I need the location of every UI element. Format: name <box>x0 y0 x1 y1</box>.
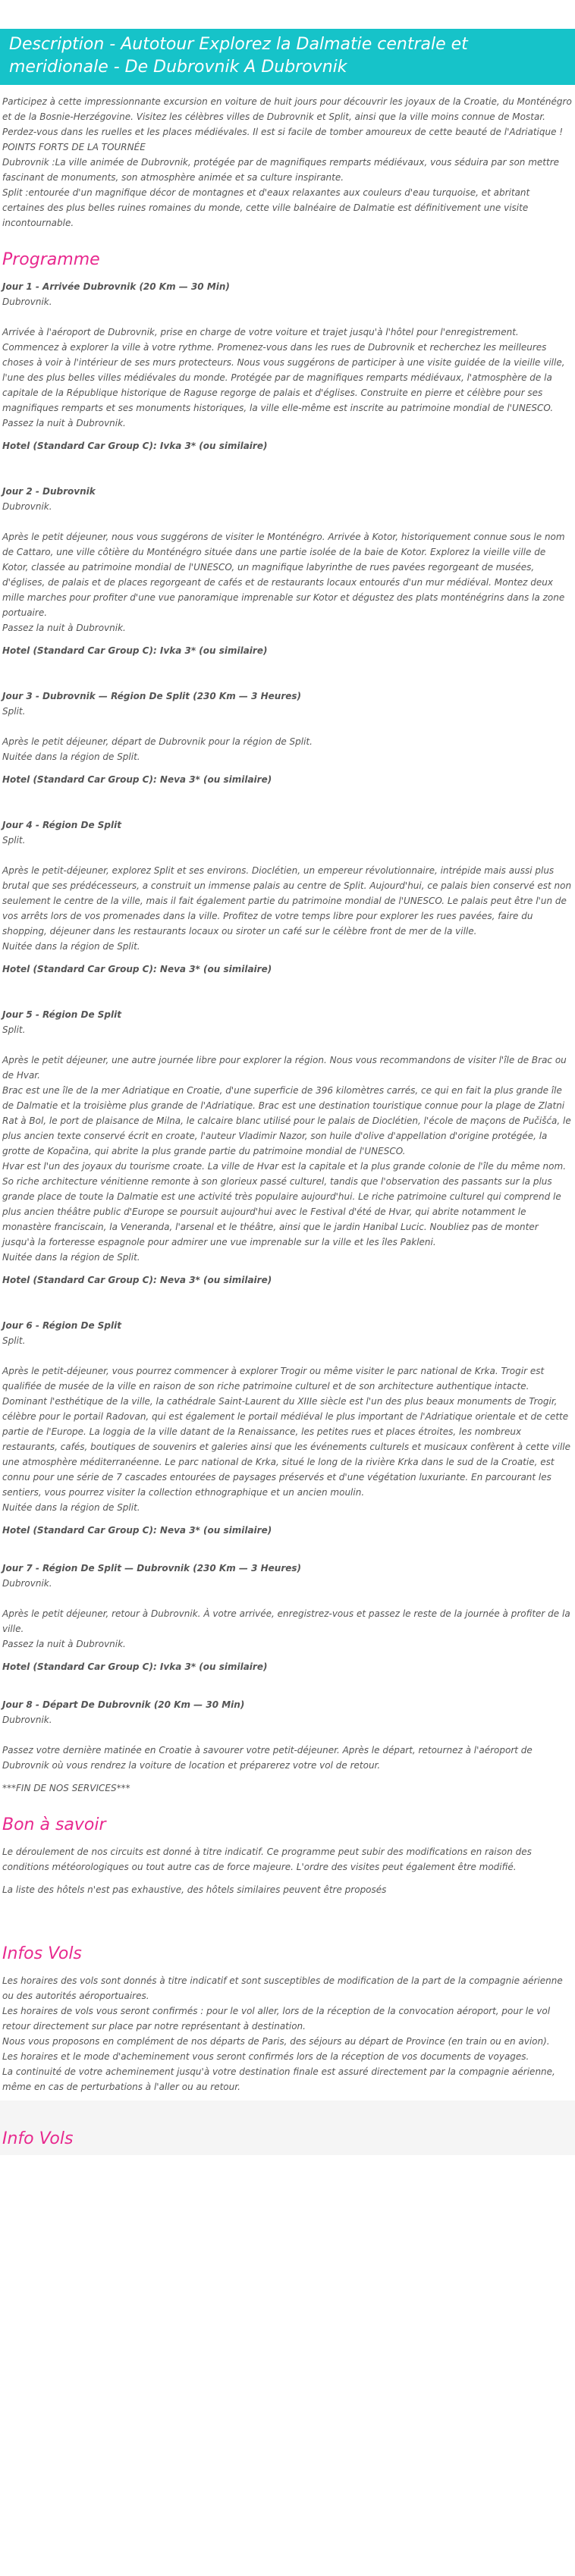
day-body: Passez votre dernière matinée en Croatie à savourer votre petit-déjeuner. Après le départ, retournez à l'aéroport de Dubrovnik où vous rendrez la voiture de location et préparerez votre vol de retour. <box>2 1745 533 1771</box>
day-body: Après le petit-déjeuner, vous pourrez commencer à explorer Trogir ou même visiter le parc national de Krka. Trogir est qualifiée de musée de la ville en raison de son riche patrimoine culturel et de son architecture authentique intacte. Dominant l'esthétique de la ville, la cathédrale Saint-Laurent du XIIIe siècle est l'un des plus beaux monuments de Trogir, célèbre pour le portail Radovan, qui est également le portail médiéval le plus important de l'Adriatique orientale et de cette partie de l'Europe. La loggia de la ville datant de la Renaissance, les petites rues et places étroites, les nombreux restaurants, cafés, boutiques de souvenirs et galeries ainsi que les événements culturels et musicaux confèrent à cette ville une atmosphère méditerranéenne. Le parc national de Krka, situé le long de la rivière Krka dans le sud de la Croatie, est connu pour une série de 7 cascades entourées de paysages préservés et d'une végétation luxuriante. En parcourant les sentiers, vous pourrez visiter la collection ethnographique et un ancien moulin. <box>2 1366 571 1498</box>
highlight-dubrovnik: Dubrovnik :La ville animée de Dubrovnik, protégée par de magnifiques remparts médiévaux, vous séduira par son mettre fascinant de monuments, son atmosphère animée et sa culture inspirante. <box>2 157 560 183</box>
good-to-know-p1: Le déroulement de nos circuits est donné à titre indicatif. Ce programme peut subir des modifications en raison des conditions météorologiques ou tout autre cas de force majeure. L'ordre des visites peut également être modifié. <box>2 1846 532 1872</box>
day-7 <box>2 1561 573 1674</box>
day-hotel: Hotel (Standard Car Group C): Neva 3* (ou similaire) <box>2 964 272 974</box>
day-title: Jour 7 - Région De Split — Dubrovnik (230 Km — 3 Heures) <box>2 1563 302 1574</box>
day-night: Passez la nuit à Dubrovnik. <box>2 418 126 428</box>
day-night: Nuitée dans la région de Split. <box>2 1502 140 1513</box>
flight-info-line: Nous vous proposons en complément de nos départs de Paris, des séjours au départ de Province (en train ou en avion). <box>2 2036 550 2047</box>
day-body: Après le petit déjeuner, une autre journée libre pour explorer la région. Nous vous recommandons de visiter l'île de Brac ou de Hvar. <box>2 1055 567 1081</box>
day-body: Arrivée à l'aéroport de Dubrovnik, prise en charge de votre voiture et trajet jusqu'à l'hôtel pour l'enregistrement. Commencez à explorer la ville à votre rythme. Promenez-vous dans les rues de Dubrovnik et recherchez les meilleures choses à voir à l'intérieur de ses murs protecteurs. Nous vous suggérons de participer à une visite guidée de la vieille ville, l'une des plus belles villes médiévales du monde. Protégée par de magnifiques remparts médiévaux, l'atmosphère de la capitale de la République historique de Raguse regorge de palais et d'églises. Construite en pierre et célèbre pour ses magnifiques remparts et ses monuments historiques, la ville elle-même est inscrite au patrimoine mondial de l'UNESCO. <box>2 327 565 413</box>
day-hotel: Hotel (Standard Car Group C): Neva 3* (ou similaire) <box>2 1275 272 1285</box>
day-city: Split. <box>2 835 26 846</box>
page <box>0 29 575 2155</box>
day-title: Jour 6 - Région De Split <box>2 1320 121 1331</box>
day-title: Jour 3 - Dubrovnik — Région De Split (230 Km — 3 Heures) <box>2 691 302 701</box>
day-night: Nuitée dans la région de Split. <box>2 941 140 952</box>
flight-info-line: Les horaires de vols vous seront confirmés : pour le vol aller, lors de la réception de la convocation aéroport, pour le vol retour directement sur place par notre représentant à destination. <box>2 2006 551 2032</box>
day-hotel: Hotel (Standard Car Group C): Ivka 3* (ou similaire) <box>2 441 268 451</box>
flight-info-footer <box>0 2101 575 2155</box>
main-content <box>0 85 575 2094</box>
day-body: Après le petit-déjeuner, explorez Split et ses environs. Dioclétien, un empereur révolutionnaire, intrépide mais aussi plus brutal que ses prédécesseurs, a construit un immense palais au centre de Split. Aujourd'hui, ce palais bien conservé est non seulement le centre de la ville, mais il fait également partie du patrimoine mondial de l'UNESCO. Le palais peut être l'un de vos arrêts lors de vos promenades dans la ville. Profitez de votre temps libre pour explorer les rues pavées, faire du shopping, déjeuner dans les restaurants locaux ou siroter un café sur le célèbre front de mer de la ville. <box>2 865 572 937</box>
day-5 <box>2 1007 573 1288</box>
intro-paragraph: Participez à cette impressionnante excursion en voiture de huit jours pour découvrir les joyaux de la Croatie, du Monténégro et de la Bosnie-Herzégovine. Visitez les célèbres villes de Dubrovnik et Split, ainsi que la ville moins connue de Mostar. Perdez-vous dans les ruelles et les places médiévales. Il est si facile de tomber amoureux de cette beauté de l'Adriatique ! <box>2 96 572 137</box>
day-city: Split. <box>2 1024 26 1035</box>
day-title: Jour 8 - Départ De Dubrovnik (20 Km — 30 Min) <box>2 1699 245 1710</box>
flight-info-heading: Infos Vols <box>2 1944 82 1963</box>
day-city: Dubrovnik. <box>2 297 52 307</box>
day-city: Dubrovnik. <box>2 1715 52 1725</box>
highlights-title: POINTS FORTS DE LA TOURNÉE <box>2 142 146 152</box>
day-body: Après le petit déjeuner, départ de Dubrovnik pour la région de Split. <box>2 736 313 747</box>
day-night: Passez la nuit à Dubrovnik. <box>2 623 126 633</box>
day-hotel: Hotel (Standard Car Group C): Ivka 3* (ou similaire) <box>2 1661 268 1672</box>
flight-info-line: Les horaires et le mode d'acheminement vous seront confirmés lors de la réception de vos documents de voyages. <box>2 2051 529 2062</box>
highlight-split: Split :entourée d'un magnifique décor de montagnes et d'eaux relaxantes aux couleurs d'eau turquoise, et abritant certaines des plus belles ruines romaines du monde, cette ville balnéaire de Dalmatie est définitivement une visite incontournable. <box>2 187 530 228</box>
day-night: Nuitée dans la région de Split. <box>2 751 140 762</box>
day-3 <box>2 689 573 787</box>
day-title: Jour 4 - Région De Split <box>2 820 121 830</box>
day-hotel: Hotel (Standard Car Group C): Ivka 3* (ou similaire) <box>2 645 268 656</box>
day-title: Jour 2 - Dubrovnik <box>2 486 96 497</box>
flight-info-line: Les horaires des vols sont donnés à titre indicatif et sont susceptibles de modification de la part de la compagnie aérienne ou des autorités aéroportuaires. <box>2 1975 563 2001</box>
day-title: Jour 1 - Arrivée Dubrovnik (20 Km — 30 Min) <box>2 281 230 292</box>
flight-info-heading-2: Info Vols <box>2 2129 74 2148</box>
day-6 <box>2 1318 573 1538</box>
day-8 <box>2 1697 573 1796</box>
day-night: Nuitée dans la région de Split. <box>2 1252 140 1263</box>
good-to-know-p2: La liste des hôtels n'est pas exhaustive, des hôtels similaires peuvent être proposés <box>2 1884 387 1895</box>
day-body: Après le petit déjeuner, retour à Dubrovnik. À votre arrivée, enregistrez-vous et passez le reste de la journée à profiter de la ville. <box>2 1608 570 1634</box>
day-body: Après le petit déjeuner, nous vous suggérons de visiter le Monténégro. Arrivée à Kotor, historiquement connue sous le nom de Cattaro, une ville côtière du Monténégro située dans une partie isolée de la baie de Kotor. Explorez la vieille ville de Kotor, classée au patrimoine mondial de l'UNESCO, un magnifique labyrinthe de rues pavées regorgeant de musées, d'églises, de palais et de places regorgeant de cafés et de restaurants locaux entourés d'un mur médiéval. Montez deux mille marches pour profiter d'une vue panoramique imprenable sur Kotor et dégustez des plats monténégrins dans la zone portuaire. <box>2 532 565 618</box>
day-body-hvar: Hvar est l'un des joyaux du tourisme croate. La ville de Hvar est la capitale et la plus grande colonie de l'île du même nom. So riche architecture vénitienne remonte à son glorieux passé culturel, tandis que l'observation des passants sur la plus grande place de toute la Dalmatie est une activité très populaire aujourd'hui. Le riche patrimoine culturel qui comprend le plus ancien théâtre public d'Europe se poursuit aujourd'hui avec le Festival d'été de Hvar, qui abrite notamment le monastère franciscain, la Veneranda, l'arsenal et le théâtre, ainsi que le jardin Hanibal Lucic. Noubliez pas de monter jusqu'à la forteresse espagnole pour admirer une vue imprenable sur la ville et les îles Pakleni. <box>2 1161 567 1247</box>
day-city: Split. <box>2 1335 26 1346</box>
day-city: Dubrovnik. <box>2 501 52 512</box>
good-to-know-heading: Bon à savoir <box>2 1815 106 1834</box>
day-hotel: Hotel (Standard Car Group C): Neva 3* (ou similaire) <box>2 1525 272 1536</box>
day-title: Jour 5 - Région De Split <box>2 1009 121 1020</box>
day-city: Split. <box>2 706 26 717</box>
end-of-services: ***FIN DE NOS SERVICES*** <box>2 1783 130 1793</box>
day-body-brac: Brac est une île de la mer Adriatique en Croatie, d'une superficie de 396 kilomètres carrés, ce qui en fait la plus grande île de Dalmatie et la troisième plus grande de l'Adriatique. Brac est une destination touristique connue pour la plage de Zlatni Rat à Bol, le port de plaisance de Milna, le calcaire blanc utilisé pour le palais de Dioclétien, l'école de maçons de Pučišća, le plus ancien texte conservé écrit en croate, l'auteur Vladimir Nazor, son huile d'olive d'appellation d'origine protégée, la grotte de Kopačina, qui abrite la plus grande partie du patrimoine mondial de l'UNESCO. <box>2 1085 571 1156</box>
day-hotel: Hotel (Standard Car Group C): Neva 3* (ou similaire) <box>2 774 272 785</box>
flight-info-line: La continuité de votre acheminement jusqu'à votre destination finale est assuré directement par la compagnie aérienne, même en cas de perturbations à l'aller ou au retour. <box>2 2066 555 2092</box>
day-4 <box>2 817 573 977</box>
day-night: Passez la nuit à Dubrovnik. <box>2 1639 126 1649</box>
programme-heading: Programme <box>2 250 100 269</box>
day-1 <box>2 279 573 453</box>
page-title: Description - Autotour Explorez la Dalmatie centrale et meridionale - De Dubrovnik A Dubrovnik <box>0 29 575 85</box>
day-2 <box>2 484 573 658</box>
day-city: Dubrovnik. <box>2 1578 52 1589</box>
